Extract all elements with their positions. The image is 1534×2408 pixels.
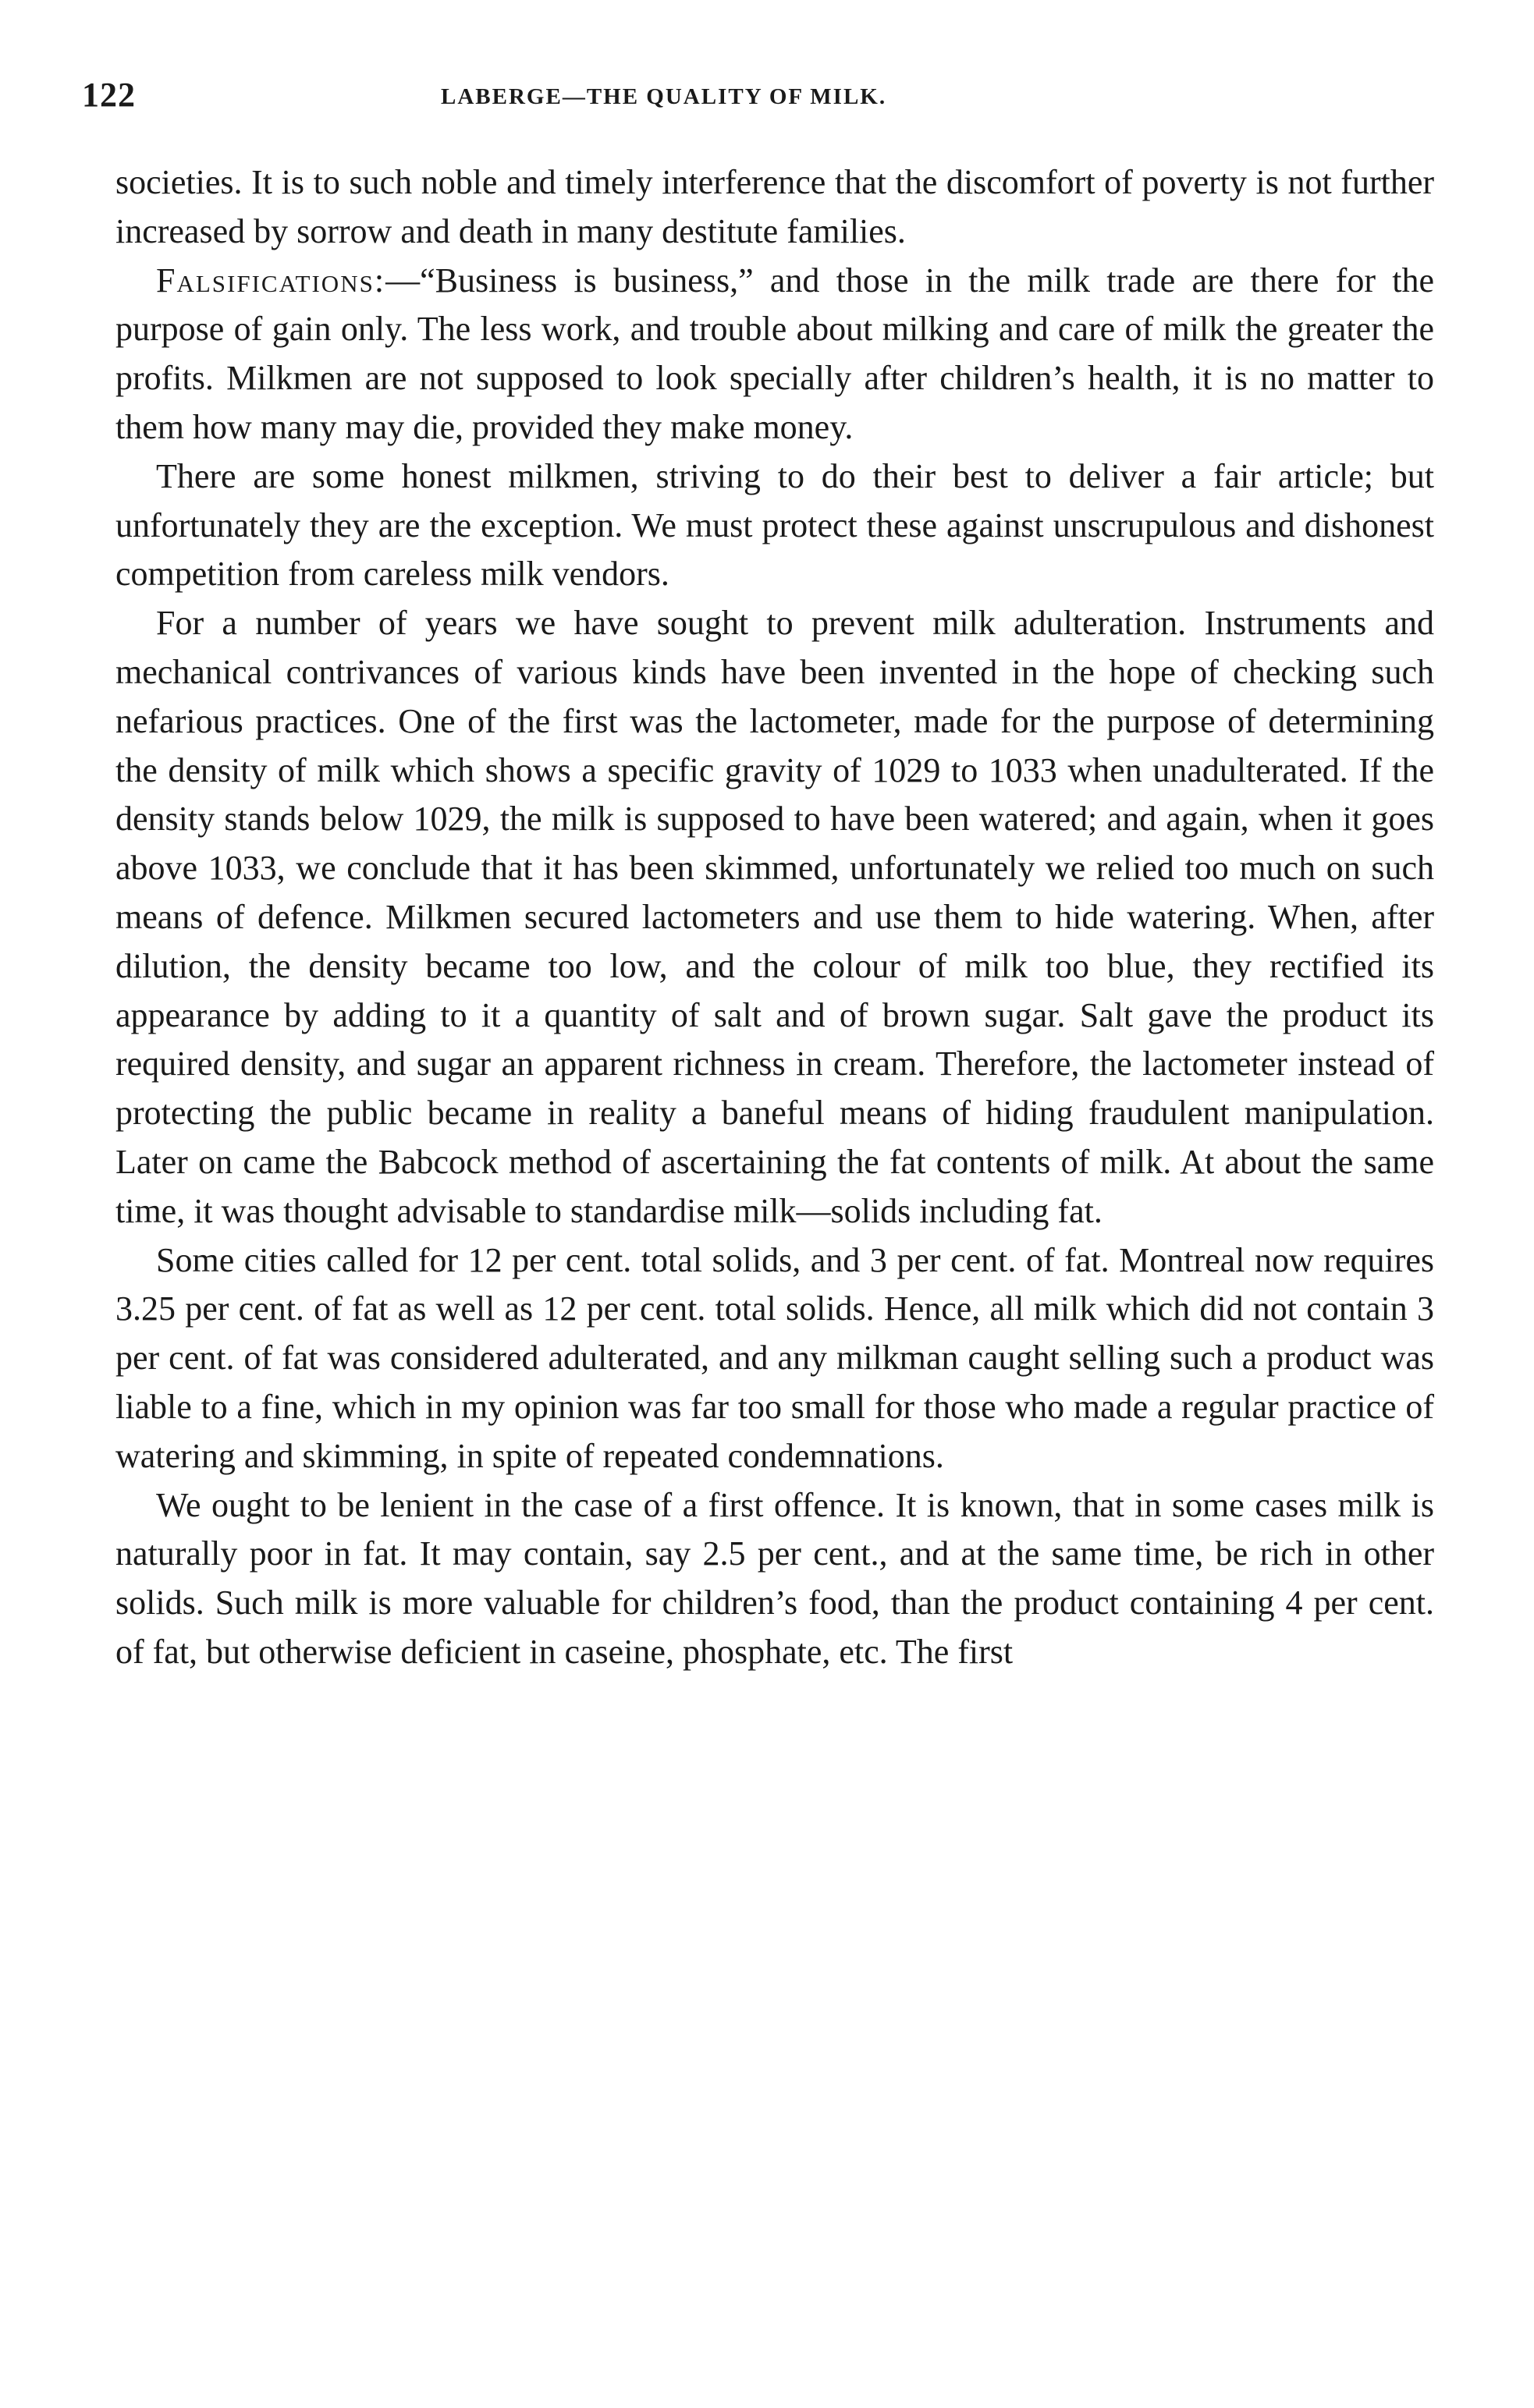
running-head: LABERGE—THE QUALITY OF MILK. [441,84,887,109]
paragraph: societies. It is to such noble and timely interference that the discomfort of poverty is not further increased by sorrow and death in many destitute families. [115,163,1434,250]
paragraph: Some cities called for 12 per cent. total solids, and 3 per cent. of fat. Montreal now requires 3.25 per cent. of fat as well as 12 per cent. total solids. Hence, all milk which did not contain 3 per cent. of fat was considered adulterated, and any milkman caught selling such a product was liable to a fine, which in my opinion was far too small for those who made a regular practice of watering and skimming, in spite of repeated condemnations. [115,1240,1434,1475]
paragraph: We ought to be lenient in the case of a first offence. It is known, that in some cases milk is naturally poor in fat. It may contain, say 2.5 per cent., and at the same time, be rich in other solids. Such milk is more valuable for children’s food, than the product containing 4 per cent. of fat, but otherwise deficient in caseine, phosphate, etc. The first [115,1485,1434,1671]
paragraph [115,257,1434,452]
paragraph: There are some honest milkmen, striving to do their best to deliver a fair article; but unfortunately they are the exception. We must protect these against unscrupulous and dishonest competition from careless milk vendors. [115,456,1434,594]
section-lead: Falsifications: [156,261,386,300]
paragraph: For a number of years we have sought to prevent milk adulteration. Instruments and mechanical contrivances of various kinds have been invented in the hope of checking such nefarious practices. One of the first was the lactometer, made for the purpose of determining the density of milk which shows a specific gravity of 1029 to 1033 when unadulterated. If the density stands below 1029, the milk is supposed to have been watered; and again, when it goes above 1033, we conclude that it has been skimmed, unfortunately we relied too much on such means of defence. Milkmen secured lactometers and use them to hide watering. When, after dilution, the density became too low, and the colour of milk too blue, they rectified its appearance by adding to it a quantity of salt and of brown sugar. Salt gave the product its required density, and sugar an apparent richness in cream. Therefore, the lactometer instead of protecting the public became in reality a baneful means of hiding fraudulent manipulation. Later on came the Babcock method of ascertaining the fat contents of milk. At about the same time, it was thought advisable to standardise milk—solids including fat. [115,604,1434,1230]
body-text [115,158,1434,1677]
page-number: 122 [82,76,136,114]
page-header [82,75,1455,129]
paragraph-text: —“Business is business,” and those in the milk trade are there for the purpose of gain only. The less work, and trouble about milking and care of milk the greater the profits. Milkmen are not supposed to look specially after children’s health, it is no matter to them how many may die, provided they make money. [115,261,1434,446]
